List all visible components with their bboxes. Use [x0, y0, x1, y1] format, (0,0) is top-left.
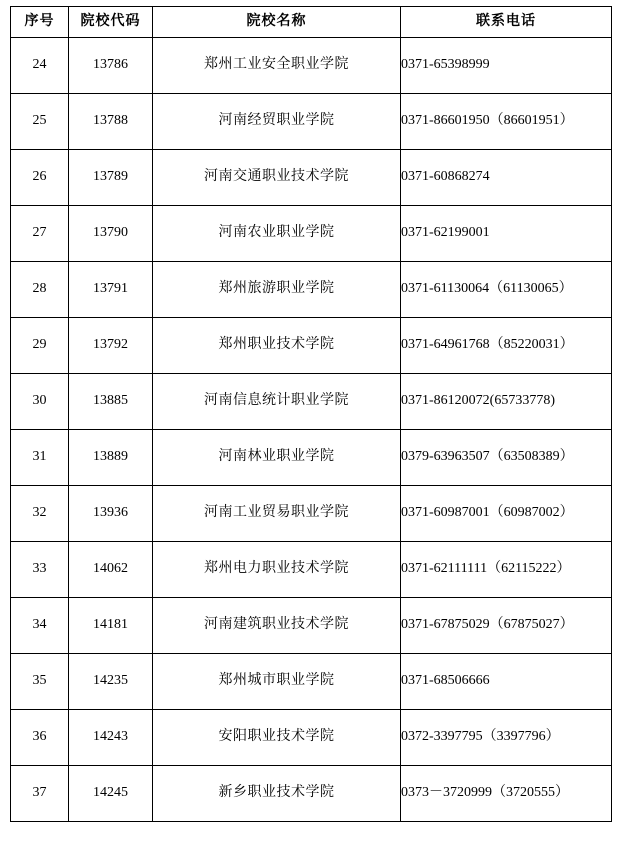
cell-name: 郑州工业安全职业学院 — [153, 38, 401, 94]
cell-name: 河南林业职业学院 — [153, 430, 401, 486]
cell-code: 13885 — [69, 374, 153, 430]
cell-name: 河南工业贸易职业学院 — [153, 486, 401, 542]
cell-phone: 0371-68506666 — [401, 654, 612, 710]
cell-name: 河南信息统计职业学院 — [153, 374, 401, 430]
cell-name: 河南农业职业学院 — [153, 206, 401, 262]
table-row — [11, 710, 612, 766]
cell-index: 27 — [11, 206, 69, 262]
cell-code: 13790 — [69, 206, 153, 262]
cell-code: 13791 — [69, 262, 153, 318]
cell-index: 24 — [11, 38, 69, 94]
table-row — [11, 374, 612, 430]
cell-name: 河南建筑职业技术学院 — [153, 598, 401, 654]
college-contact-table — [10, 6, 612, 822]
cell-code: 14243 — [69, 710, 153, 766]
cell-phone: 0373－3720999（3720555） — [401, 766, 612, 822]
cell-name: 安阳职业技术学院 — [153, 710, 401, 766]
cell-code: 14235 — [69, 654, 153, 710]
column-header-phone: 联系电话 — [401, 7, 612, 38]
cell-phone: 0371-62199001 — [401, 206, 612, 262]
cell-code: 13889 — [69, 430, 153, 486]
cell-code: 14181 — [69, 598, 153, 654]
table-row — [11, 38, 612, 94]
cell-code: 13786 — [69, 38, 153, 94]
cell-phone: 0371-61130064（61130065） — [401, 262, 612, 318]
table-header — [11, 7, 612, 38]
cell-phone: 0379-63963507（63508389） — [401, 430, 612, 486]
table-row — [11, 206, 612, 262]
table-row — [11, 654, 612, 710]
column-header-name: 院校名称 — [153, 7, 401, 38]
cell-index: 36 — [11, 710, 69, 766]
table-row — [11, 94, 612, 150]
cell-code: 14062 — [69, 542, 153, 598]
cell-index: 28 — [11, 262, 69, 318]
table-row — [11, 318, 612, 374]
cell-phone: 0371-65398999 — [401, 38, 612, 94]
table-row — [11, 598, 612, 654]
cell-name: 郑州旅游职业学院 — [153, 262, 401, 318]
cell-phone: 0371-67875029（67875027） — [401, 598, 612, 654]
cell-phone: 0371-60868274 — [401, 150, 612, 206]
cell-phone: 0372-3397795（3397796） — [401, 710, 612, 766]
cell-index: 30 — [11, 374, 69, 430]
table-row — [11, 150, 612, 206]
cell-phone: 0371-86120072(65733778) — [401, 374, 612, 430]
table-body — [11, 38, 612, 822]
cell-phone: 0371-60987001（60987002） — [401, 486, 612, 542]
cell-phone: 0371-64961768（85220031） — [401, 318, 612, 374]
cell-name: 河南交通职业技术学院 — [153, 150, 401, 206]
document-page — [0, 6, 631, 843]
cell-phone: 0371-62111111（62115222） — [401, 542, 612, 598]
table-row — [11, 430, 612, 486]
cell-name: 新乡职业技术学院 — [153, 766, 401, 822]
cell-name: 河南经贸职业学院 — [153, 94, 401, 150]
column-header-index: 序号 — [11, 7, 69, 38]
cell-index: 31 — [11, 430, 69, 486]
table-row — [11, 262, 612, 318]
cell-code: 13936 — [69, 486, 153, 542]
table-row — [11, 486, 612, 542]
cell-code: 13792 — [69, 318, 153, 374]
cell-index: 32 — [11, 486, 69, 542]
cell-index: 26 — [11, 150, 69, 206]
cell-index: 37 — [11, 766, 69, 822]
cell-index: 35 — [11, 654, 69, 710]
cell-name: 郑州职业技术学院 — [153, 318, 401, 374]
cell-index: 25 — [11, 94, 69, 150]
cell-code: 13789 — [69, 150, 153, 206]
table-header-row — [11, 7, 612, 38]
cell-index: 33 — [11, 542, 69, 598]
column-header-code: 院校代码 — [69, 7, 153, 38]
cell-index: 34 — [11, 598, 69, 654]
table-row — [11, 542, 612, 598]
cell-code: 13788 — [69, 94, 153, 150]
cell-name: 郑州电力职业技术学院 — [153, 542, 401, 598]
cell-phone: 0371-86601950（86601951） — [401, 94, 612, 150]
cell-index: 29 — [11, 318, 69, 374]
cell-code: 14245 — [69, 766, 153, 822]
table-row — [11, 766, 612, 822]
cell-name: 郑州城市职业学院 — [153, 654, 401, 710]
